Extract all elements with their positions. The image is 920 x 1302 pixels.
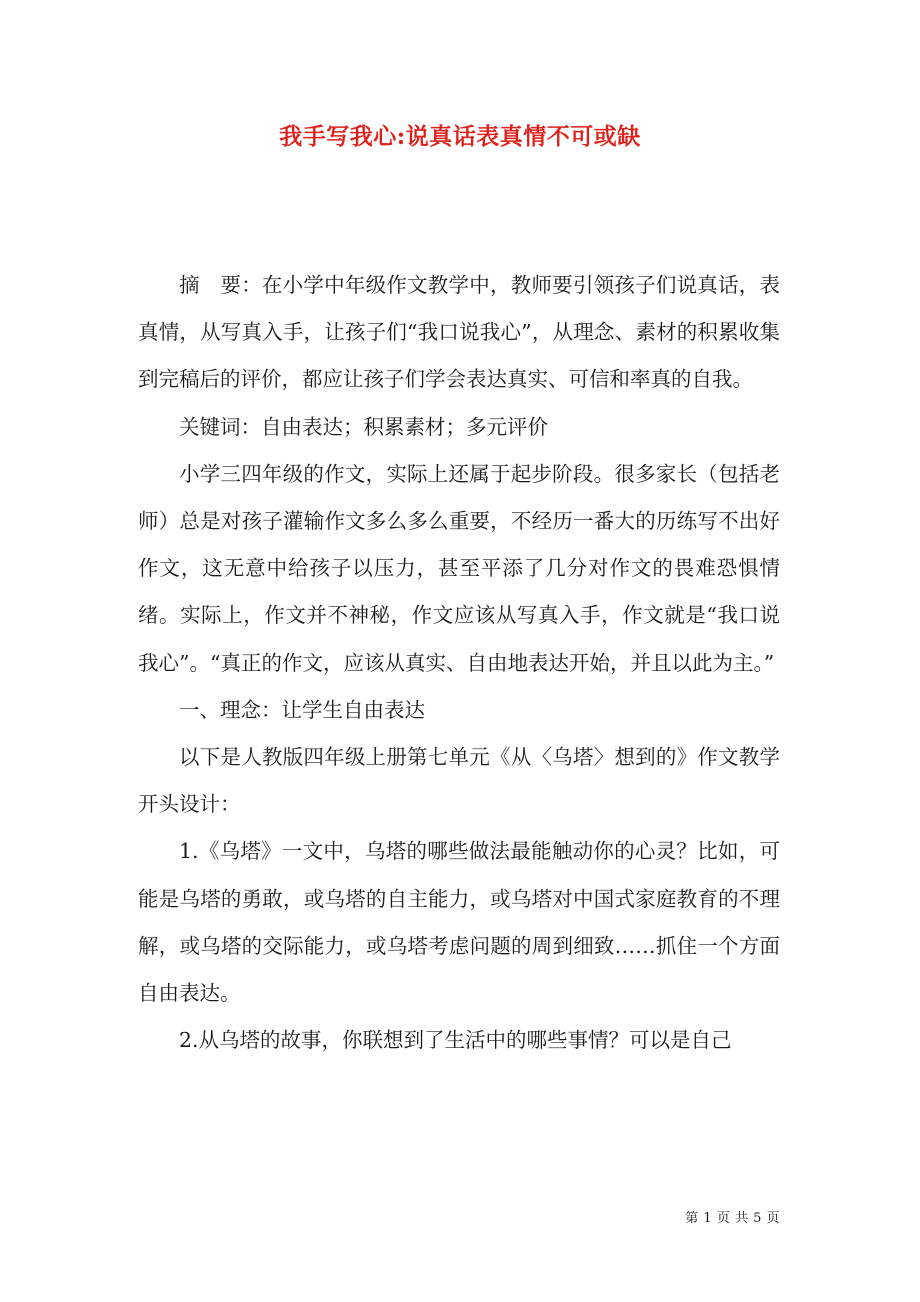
page-number: 第 1 页 共 5 页 xyxy=(685,1211,780,1226)
body-paragraph: 小学三四年级的作文，实际上还属于起步阶段。很多家长（包括老师）总是对孩子灌输作文多么多么重要，不经历一番大的历练写不出好作文，这无意中给孩子以压力，甚至平添了几分对作文的畏难恐惧情绪。实际上，作文并不神秘，作文应该从写真入手，作文就是“我口说我心”。“真正的作文，应该从真实、自由地表达开始，并且以此为主。” xyxy=(138,461,780,675)
body-paragraph: 以下是人教版四年级上册第七单元《从〈乌塔〉想到的》作文教学开头设计： xyxy=(138,745,780,817)
section-heading: 一、理念：让学生自由表达 xyxy=(179,697,425,722)
keywords-paragraph: 关键词：自由表达；积累素材；多元评价 xyxy=(179,414,548,439)
document-title: 我手写我心:说真话表真情不可或缺 xyxy=(279,123,641,150)
document-body xyxy=(138,262,780,1064)
abstract-paragraph: 摘 要：在小学中年级作文教学中，教师要引领孩子们说真话，表真情，从写真入手，让孩子们“我口说我心”，从理念、素材的积累收集到完稿后的评价，都应让孩子们学会表达真实、可信和率真的自我。 xyxy=(138,273,780,392)
list-item: 2.从乌塔的故事，你联想到了生活中的哪些事情？可以是自己 xyxy=(179,1028,732,1053)
list-item: 1.《乌塔》一文中，乌塔的哪些做法最能触动你的心灵？比如，可能是乌塔的勇敢，或乌塔的自主能力，或乌塔对中国式家庭教育的不理解，或乌塔的交际能力，或乌塔考虑问题的周到细致……抓住一个方面自由表达。 xyxy=(138,839,780,1006)
